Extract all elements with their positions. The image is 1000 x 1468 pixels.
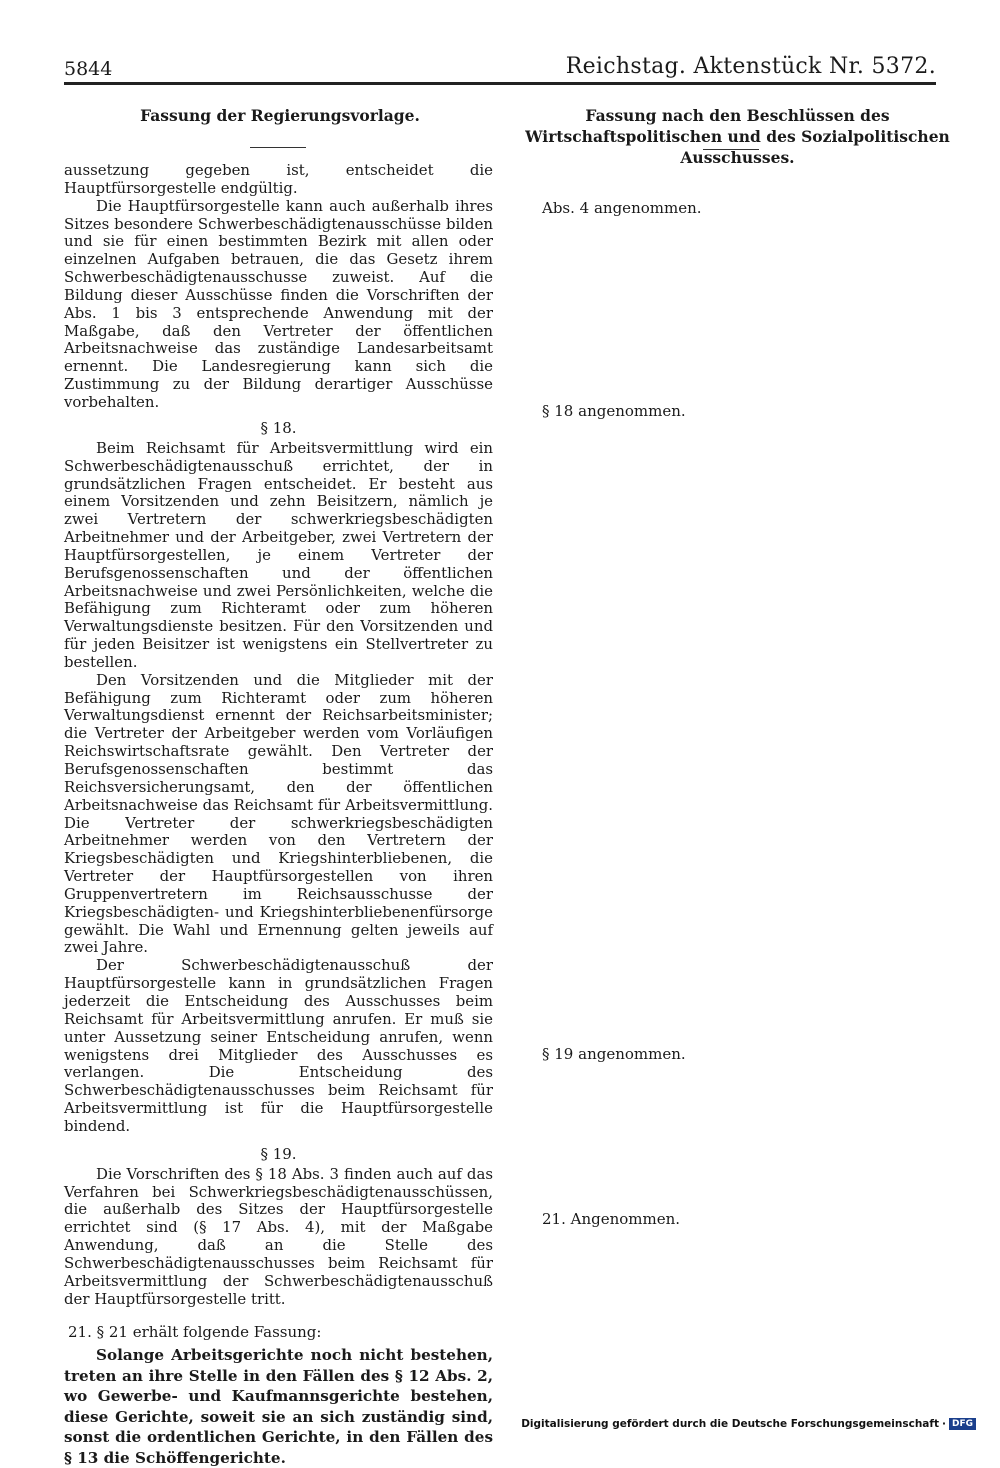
right-entry-item-21: 21. Angenommen. [542,1210,681,1228]
right-entry-abs4: Abs. 4 angenommen. [542,199,702,217]
paragraph-abs4: Die Hauptfürsorgestelle kann auch außerhalb ihres Sitzes besondere Schwerbeschädigtenausschüsse bilden und sie für einen bestimmten Bezirk mit allen oder einzelnen Aufgaben betrauen, die das Gesetz ihrem Schwerbeschädigtenausschusse zuweist. Auf die Bildung dieser Ausschüsse finden die Vorschriften der Abs. 1 bis 3 entsprechende Anwendung mit der Maßgabe, daß den Vertreter der öffentlichen Arbeitsnachweise das zuständige Landesarbeitsamt ernennt. Die Landesregierung kann sich die Zustimmung zu der Bildung derartiger Ausschüsse vorbehalten. [64,196,493,411]
digitization-footer: Digitalisierung gefördert durch die Deutsche Forschungsgemeinschaft · DFG [521,1418,976,1430]
item-21-heading: 21. § 21 erhält folgende Fassung: [68,1323,322,1342]
page-number: 5844 [64,58,113,80]
right-heading-rule [703,149,759,150]
left-column [64,162,493,1468]
right-entry-section-18: § 18 angenommen. [542,402,686,420]
item-21-text: Solange Arbeitsgerichte noch nicht bestehen, treten an ihre Stelle in den Fällen des § 12 Abs. 2, wo Gewerbe- und Kaufmannsgerichte bestehen, diese Gerichte, soweit sie an sich zuständig sind, sonst die ordentlichen Gerichte, in den Fällen des § 13 die Schöffengerichte. [64,1346,493,1467]
section-18-paragraph-2: Den Vorsitzenden und die Mitglieder mit der Befähigung zum Richteramt oder zum höheren Verwaltungsdienst ernennt der Reichsarbeitsminister; die Vertreter der Arbeitgeber werden vom Vorläufigen Reichswirtschaftsrate gewählt. Den Vertreter der Berufsgenossenschaften bestimmt das Reichsversicherungsamt, den der öffentlichen Arbeitsnachweise das Reichsamt für Arbeitsvermittlung. Die Vertreter der schwerkriegsbeschädigten Arbeitnehmer werden von den Vertretern der Kriegsbeschädigten und Kriegshinterbliebenen, die Vertreter der Hauptfürsorgestellen von ihren Gruppenvertretern im Reichsausschusse der Kriegsbeschädigten- und Kriegshinterbliebenenfürsorge gewählt. Die Wahl und Ernennung gelten jeweils auf zwei Jahre. [64,670,493,957]
left-column-heading: Fassung der Regierungsvorlage. [140,106,420,125]
section-18-heading: § 18. [260,418,297,437]
page-header [64,52,936,86]
right-column-heading: Fassung nach den Beschlüssen des Wirtschaftspolitischen und des Sozialpolitischen Ausschusses. [525,106,950,167]
right-entry-section-19: § 19 angenommen. [542,1045,686,1063]
section-18-paragraph-3: Der Schwerbeschädigtenausschuß der Hauptfürsorgestelle kann in grundsätzlichen Fragen jederzeit die Entscheidung des Ausschusses beim Reichsamt für Arbeitsvermittlung anrufen. Er muß sie unter Aussetzung seiner Entscheidung anrufen, wenn wenigstens drei Mitglieder des Ausschusses es verlangen. Die Entscheidung des Schwerbeschädigtenausschusses beim Reichsamt für Arbeitsvermittlung ist für die Hauptfürsorgestelle bindend. [64,956,493,1135]
section-18-paragraph-1: Beim Reichsamt für Arbeitsvermittlung wird ein Schwerbeschädigtenausschuß errichtet, der in grundsätzlichen Fragen entscheidet. Er besteht aus einem Vorsitzenden und zehn Beisitzern, nämlich je zwei Vertretern der schwerkriegsbeschädigten Arbeitnehmer und der Arbeitgeber, zwei Vertretern der Hauptfürsorgestellen, je einem Vertreter der Berufsgenossenschaften und der öffentlichen Arbeitsnachweise und zwei Persönlichkeiten, welche die Befähigung zum Richteramt oder zum höheren Verwaltungsdienste besitzen. Für den Vorsitzenden und für jeden Beisitzer ist wenigstens ein Stellvertreter zu bestellen. [64,438,493,671]
header-rule [64,82,936,85]
footer-text: Digitalisierung gefördert durch die Deutsche Forschungsgemeinschaft [521,1418,939,1430]
left-heading-rule [250,147,306,148]
dfg-logo-icon: DFG [949,1418,976,1430]
section-19-heading: § 19. [260,1144,297,1163]
section-19-paragraph: Die Vorschriften des § 18 Abs. 3 finden auch auf das Verfahren bei Schwerkriegsbeschädigtenausschüssen, die außerhalb des Sitzes der Hauptfürsorgestelle errichtet sind (§ 17 Abs. 4), mit der Maßgabe Anwendung, daß an die Stelle des Schwerbeschädigtenausschusses beim Reichsamt für Arbeitsvermittlung der Schwerbeschädigtenausschuß der Hauptfürsorgestelle tritt. [64,1164,493,1308]
running-head: Reichstag. Aktenstück Nr. 5372. [565,54,936,79]
paragraph-continuation: aussetzung gegeben ist, entscheidet die Hauptfürsorgestelle endgültig. [64,161,493,197]
